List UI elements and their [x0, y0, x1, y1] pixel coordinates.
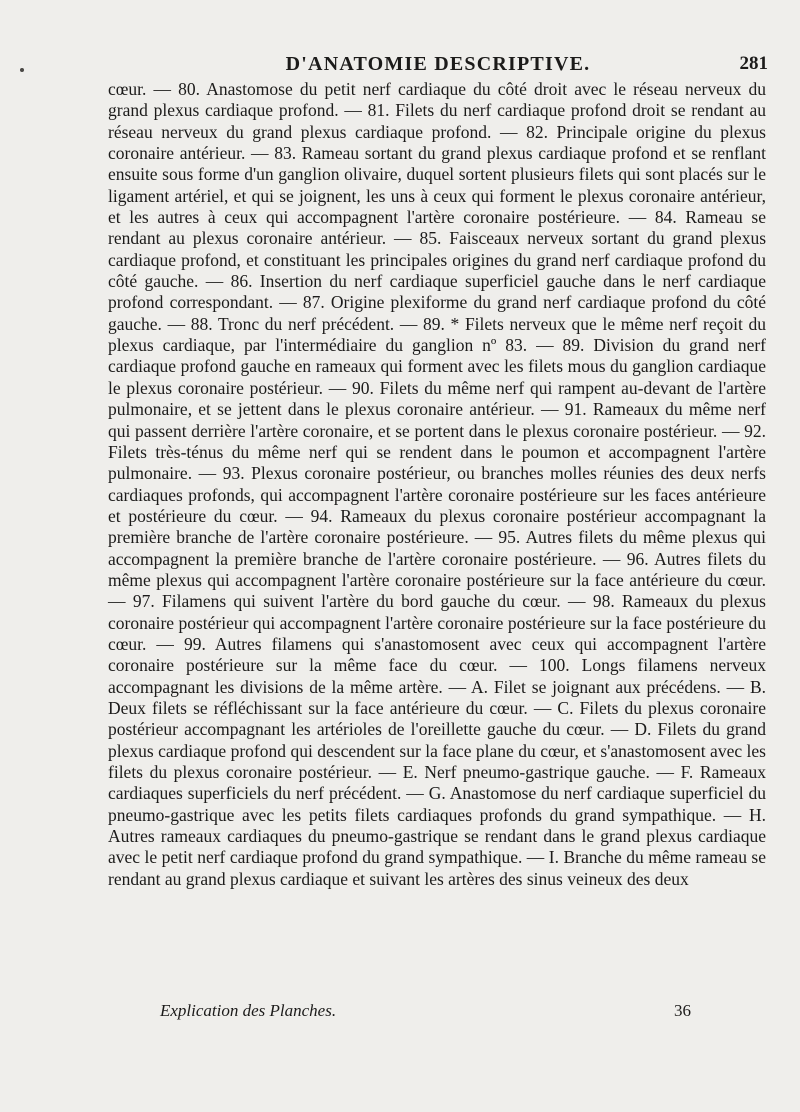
running-title: D'ANATOMIE DESCRIPTIVE. [285, 53, 591, 75]
signature-mark: Explication des Planches. [160, 1001, 337, 1020]
page-footer [108, 1001, 768, 1025]
sheet-number: 36 [674, 1001, 691, 1020]
body-text [108, 79, 766, 890]
page-number: 281 [739, 53, 768, 74]
body-paragraph: cœur. — 80. Anastomose du petit nerf cardiaque du côté droit avec le réseau nerveux du grand plexus cardiaque profond. — 81. Filets du nerf cardiaque profond droit se rendant au réseau nerveux du grand plexus cardiaque profond. — 82. Principale origine du plexus coronaire antérieur. — 83. Rameau sortant du grand plexus cardiaque profond et se renflant ensuite sous forme d'un ganglion olivaire, duquel sortent plusieurs filets qui sont placés sur le ligament artériel, et qui se joignent, les uns à ceux qui forment le plexus coronaire antérieur, et les autres à ceux qui accompagnent l'artère coronaire postérieure. — 84. Rameau se rendant au plexus coronaire antérieur. — 85. Faisceaux nerveux sortant du grand plexus cardiaque profond, et constituant les principales origines du grand nerf cardiaque profond du côté gauche. — 86. Insertion du nerf cardiaque superficiel gauche dans le nerf cardiaque profond correspondant. — 87. Origine plexiforme du grand nerf cardiaque profond du côté gauche. — 88. Tronc du nerf précédent. — 89. * Filets nerveux que le même nerf reçoit du plexus cardiaque, par l'intermédiaire du ganglion nº 83. — 89. Division du grand nerf cardiaque profond gauche en rameaux qui forment avec les filets mous du ganglion cardiaque le plexus coronaire postérieur. — 90. Filets du même nerf qui rampent au-devant de l'artère pulmonaire, et se jettent dans le plexus coronaire antérieur. — 91. Rameaux du même nerf qui passent derrière l'artère coronaire, et se portent dans le plexus coronaire postérieur. — 92. Filets très-ténus du même nerf qui se rendent dans le poumon et accompagnent l'artère pulmonaire. — 93. Plexus coronaire postérieur, ou branches molles réunies des deux nerfs cardiaques profonds, qui accompagnent l'artère coronaire postérieure sur les faces antérieure et postérieure du cœur. — 94. Rameaux du plexus coronaire postérieur accompagnant la première branche de l'artère coronaire postérieure. — 95. Autres filets du même plexus qui accompagnent la première branche de l'artère coronaire postérieure. — 96. Autres filets du même plexus qui accompagnent l'artère coronaire postérieure sur la face antérieure du cœur. — 97. Filamens qui suivent l'artère du bord gauche du cœur. — 98. Rameaux du plexus coronaire postérieur qui accompagnent l'artère coronaire postérieure sur la face postérieure du cœur. — 99. Autres filamens qui s'anastomosent avec ceux qui accompagnent l'artère coronaire postérieure sur la même face du cœur. — 100. Longs filamens nerveux accompagnant les divisions de la même artère. — A. Filet se joignant aux précédens. — B. Deux filets se réfléchissant sur la face antérieure du cœur. — C. Filets du plexus coronaire postérieur accompagnant les artérioles de l'oreillette gauche du cœur. — D. Filets du grand plexus cardiaque profond qui descendent sur la face plane du cœur, et s'anastomosent avec les filets du plexus coronaire postérieur. — E. Nerf pneumo-gastrique gauche. — F. Rameaux cardiaques superficiels du nerf précédent. — G. Anastomose du nerf cardiaque superficiel du pneumo-gastrique avec les petits filets cardiaques profonds du grand sympathique. — H. Autres rameaux cardiaques du pneumo-gastrique se rendant dans le grand plexus cardiaque avec le petit nerf cardiaque profond du grand sympathique. — I. Branche du même rameau se rendant au grand plexus cardiaque et suivant les artères des sinus veineux des deux [108, 79, 766, 889]
page-header [108, 53, 768, 77]
ink-dot [20, 68, 24, 72]
